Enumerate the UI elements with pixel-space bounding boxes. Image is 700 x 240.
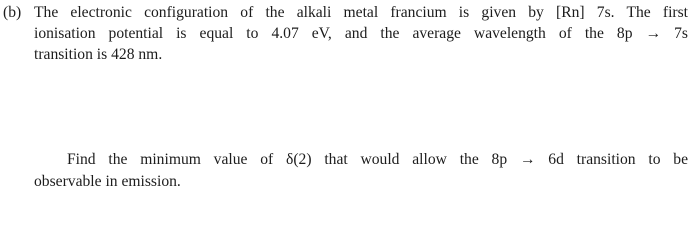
task-line-2: observable in emission. [34,173,181,190]
intro-line-1: The electronic configuration of the alkali metal francium is given by [Rn] 7s. The first [34,4,688,21]
intro-line-2: ionisation potential is equal to 4.07 eV, and the average wavelength of the 8p → 7s [34,25,688,42]
part-label: (b) [3,4,22,21]
intro-line-3: transition is 428 nm. [34,46,163,63]
task-line-1: Find the minimum value of δ(2) that would allow the 8p → 6d transition to be [67,151,688,168]
